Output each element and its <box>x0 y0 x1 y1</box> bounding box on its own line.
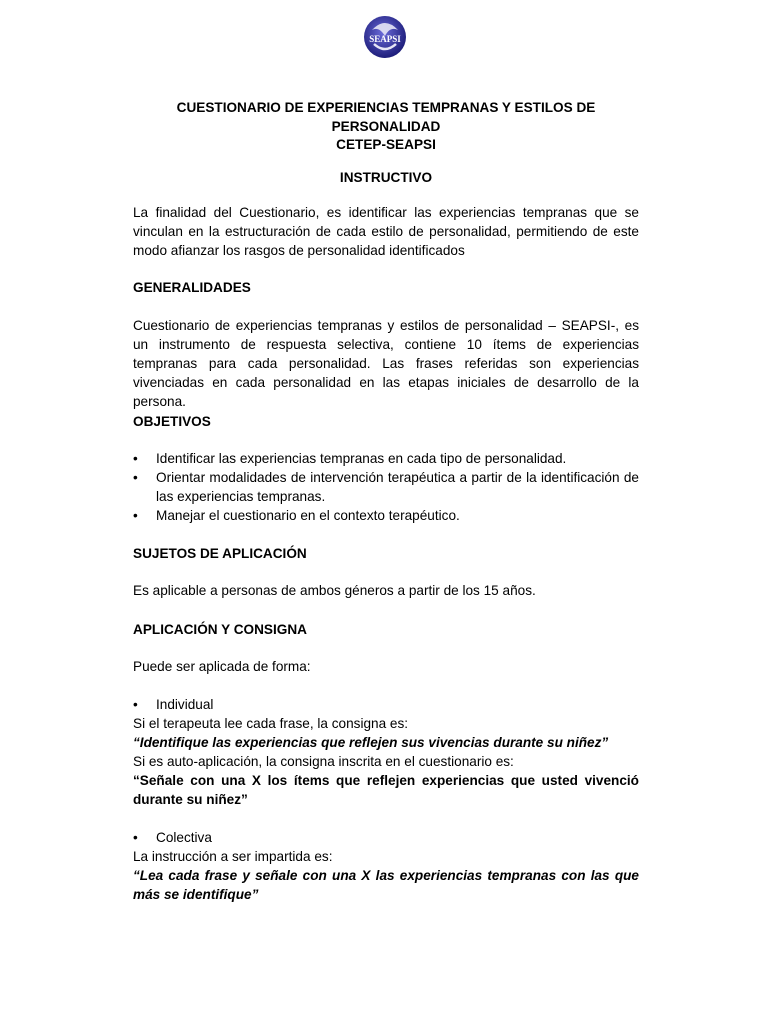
colectiva-line-1: La instrucción a ser impartida es: <box>133 849 333 864</box>
individual-line-2: Si es auto-aplicación, la consigna inscrita en el cuestionario es: <box>133 754 514 769</box>
list-item: • Individual <box>133 695 639 714</box>
document-title: CUESTIONARIO DE EXPERIENCIAS TEMPRANAS Y ESTILOS DE PERSONALIDAD <box>176 100 596 134</box>
individual-line-1: Si el terapeuta lee cada frase, la consigna es: <box>133 716 409 731</box>
individual-quote-1: “Identifique las experiencias que reflejen sus vivencias durante su niñez” <box>133 735 609 750</box>
sujetos-heading: SUJETOS DE APLICACIÓN <box>133 546 307 561</box>
list-item: • Orientar modalidades de intervención terapéutica a partir de la identificación de las experiencias tempranas. <box>133 468 639 506</box>
objetivos-heading: OBJETIVOS <box>133 414 211 429</box>
objetivos-list <box>133 449 639 525</box>
aplicacion-heading: APLICACIÓN Y CONSIGNA <box>133 622 307 637</box>
list-item: • Colectiva <box>133 828 639 847</box>
intro-paragraph: La finalidad del Cuestionario, es identificar las experiencias tempranas que se vinculan en la estructuración de cada estilo de personalidad, permitiendo de este modo afianzar los rasgos de personalidad identificados <box>133 205 639 258</box>
individual-quote-2: “Señale con una X los ítems que reflejen experiencias que usted vivenció durante su niñez” <box>133 773 639 807</box>
generalidades-heading: GENERALIDADES <box>133 280 251 295</box>
sujetos-paragraph: Es aplicable a personas de ambos géneros a partir de los 15 años. <box>133 583 536 598</box>
seapsi-logo-icon <box>362 14 408 60</box>
individual-bullet <box>133 695 639 714</box>
instructivo-heading: INSTRUCTIVO <box>339 170 433 185</box>
list-item: • Manejar el cuestionario en el contexto terapéutico. <box>133 506 639 525</box>
logo-text: SEAPSI <box>369 34 401 44</box>
colectiva-quote-1: “Lea cada frase y señale con una X las experiencias tempranas con las que más se identifique” <box>133 868 639 902</box>
colectiva-bullet <box>133 828 639 847</box>
generalidades-paragraph: Cuestionario de experiencias tempranas y estilos de personalidad – SEAPSI-, es un instrumento de respuesta selectiva, contiene 10 ítems de experiencias tempranas para cada personalidad. Las frases referidas son experiencias vivenciadas en cada personalidad en las etapas iniciales de desarrollo de la persona. <box>133 318 639 409</box>
list-item: • Identificar las experiencias tempranas en cada tipo de personalidad. <box>133 449 639 468</box>
document-subtitle: CETEP-SEAPSI <box>336 137 436 152</box>
aplicacion-intro: Puede ser aplicada de forma: <box>133 659 311 674</box>
